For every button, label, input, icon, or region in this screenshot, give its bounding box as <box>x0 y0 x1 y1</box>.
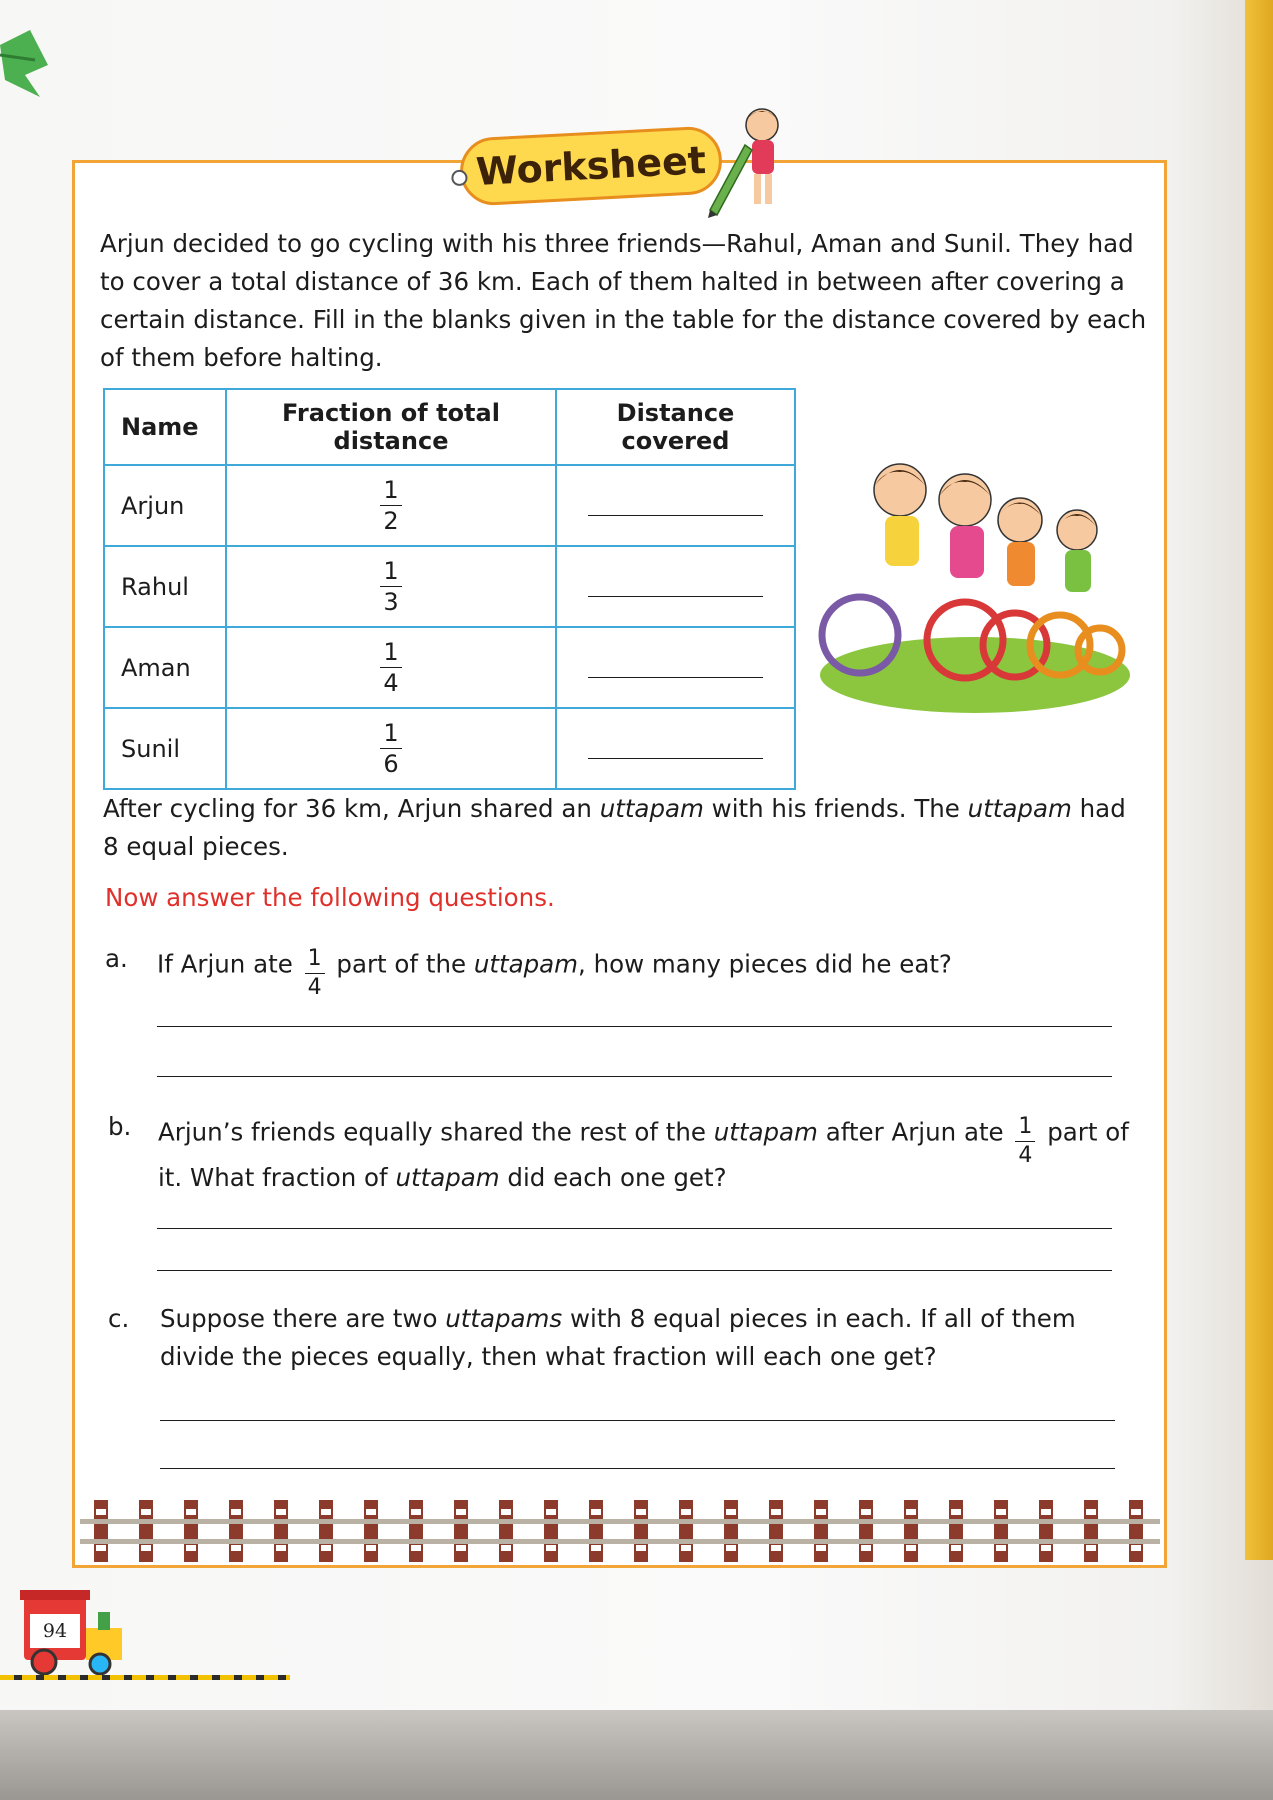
after-text-3: had 8 equal pieces. <box>103 794 1126 861</box>
after-text-2: with his friends. The <box>703 794 968 823</box>
fraction-numerator: 1 <box>380 559 401 587</box>
question-a <box>105 940 1145 1000</box>
fraction-denominator: 2 <box>383 507 399 535</box>
distance-blank[interactable] <box>556 546 795 627</box>
bottom-shadow <box>0 1710 1273 1800</box>
q-c-text-1: Suppose there are two <box>160 1304 446 1333</box>
table-row <box>104 627 795 708</box>
after-em-2: uttapam <box>967 794 1072 823</box>
question-letter: c. <box>108 1304 130 1333</box>
q-a-text-3: , how many pieces did he eat? <box>578 949 952 979</box>
fraction <box>1015 1116 1035 1167</box>
fraction-denominator: 6 <box>383 750 399 778</box>
dashed-rail <box>0 1675 290 1680</box>
book-edge <box>1245 0 1273 1560</box>
answer-line-a1[interactable] <box>157 1026 1112 1027</box>
table-row <box>104 546 795 627</box>
kids-cycling-illustration <box>815 450 1135 720</box>
distance-blank[interactable] <box>556 708 795 789</box>
row-fraction <box>226 465 556 546</box>
question-text <box>157 940 1137 1000</box>
table-row <box>104 465 795 546</box>
fraction-denominator: 4 <box>1018 1143 1033 1168</box>
q-b-text-2: after Arjun ate <box>817 1117 1012 1147</box>
question-letter: a. <box>105 944 128 973</box>
fraction-numerator: 1 <box>380 721 401 749</box>
answer-line-c2[interactable] <box>160 1468 1115 1469</box>
fraction-numerator: 1 <box>380 478 401 506</box>
fraction-numerator: 1 <box>1015 1116 1035 1142</box>
q-b-text-3: part of it. What fraction of <box>158 1117 1129 1192</box>
q-b-text-1: Arjun’s friends equally shared the rest of the <box>158 1117 714 1147</box>
q-c-em: uttapams <box>445 1304 563 1333</box>
leaf-icon <box>0 25 50 100</box>
page-number: 94 <box>30 1614 80 1648</box>
question-text <box>158 1108 1138 1197</box>
row-fraction <box>226 708 556 789</box>
q-b-em-1: uttapam <box>713 1117 818 1147</box>
row-name: Rahul <box>104 546 226 627</box>
distance-blank[interactable] <box>556 465 795 546</box>
questions-heading: Now answer the following questions. <box>105 883 555 912</box>
table-row <box>104 708 795 789</box>
worksheet-title: Worksheet <box>474 138 708 194</box>
intro-paragraph: Arjun decided to go cycling with his three friends—Rahul, Aman and Sunil. They had to cover a total distance of 36 km. Each of them halted in between after covering a certain distance. Fill in the blanks given in the table for the distance covered by each of them before halting. <box>100 229 1147 372</box>
answer-line-b1[interactable] <box>157 1228 1112 1229</box>
fraction-denominator: 3 <box>383 588 399 616</box>
header-fraction: Fraction of total distance <box>226 389 556 465</box>
fraction-numerator: 1 <box>380 640 401 668</box>
fraction-denominator: 4 <box>307 975 322 1000</box>
row-fraction <box>226 546 556 627</box>
q-a-em: uttapam <box>473 949 579 979</box>
after-text-1: After cycling for 36 km, Arjun shared an <box>103 794 600 823</box>
q-a-text-2: part of the <box>328 949 474 979</box>
answer-line-b2[interactable] <box>157 1270 1112 1271</box>
header-name: Name <box>104 389 226 465</box>
distance-table <box>103 388 796 790</box>
kid-with-pencil-illustration <box>700 100 800 220</box>
q-b-em-2: uttapam <box>395 1163 500 1192</box>
q-b-text-4: did each one get? <box>499 1163 727 1192</box>
row-name: Arjun <box>104 465 226 546</box>
question-b <box>108 1108 1148 1192</box>
worksheet-title-tag <box>458 125 723 207</box>
q-c-text-2: with 8 equal pieces in each. If all of them divide the pieces equally, then what fraction will each one get? <box>160 1304 1076 1371</box>
question-letter: b. <box>108 1112 132 1141</box>
fraction-numerator: 1 <box>305 948 325 974</box>
question-c <box>108 1300 1148 1380</box>
answer-line-a2[interactable] <box>157 1076 1112 1077</box>
fraction-denominator: 4 <box>383 669 399 697</box>
railway-track-decoration <box>80 1495 1160 1565</box>
row-name: Aman <box>104 627 226 708</box>
fraction <box>305 948 325 999</box>
distance-blank[interactable] <box>556 627 795 708</box>
after-em-1: uttapam <box>599 794 704 823</box>
row-fraction <box>226 627 556 708</box>
answer-line-c1[interactable] <box>160 1420 1115 1421</box>
row-name: Sunil <box>104 708 226 789</box>
q-a-text-1: If Arjun ate <box>157 949 301 979</box>
question-text <box>160 1300 1140 1376</box>
header-distance: Distance covered <box>556 389 795 465</box>
uttapam-paragraph <box>103 790 1143 866</box>
